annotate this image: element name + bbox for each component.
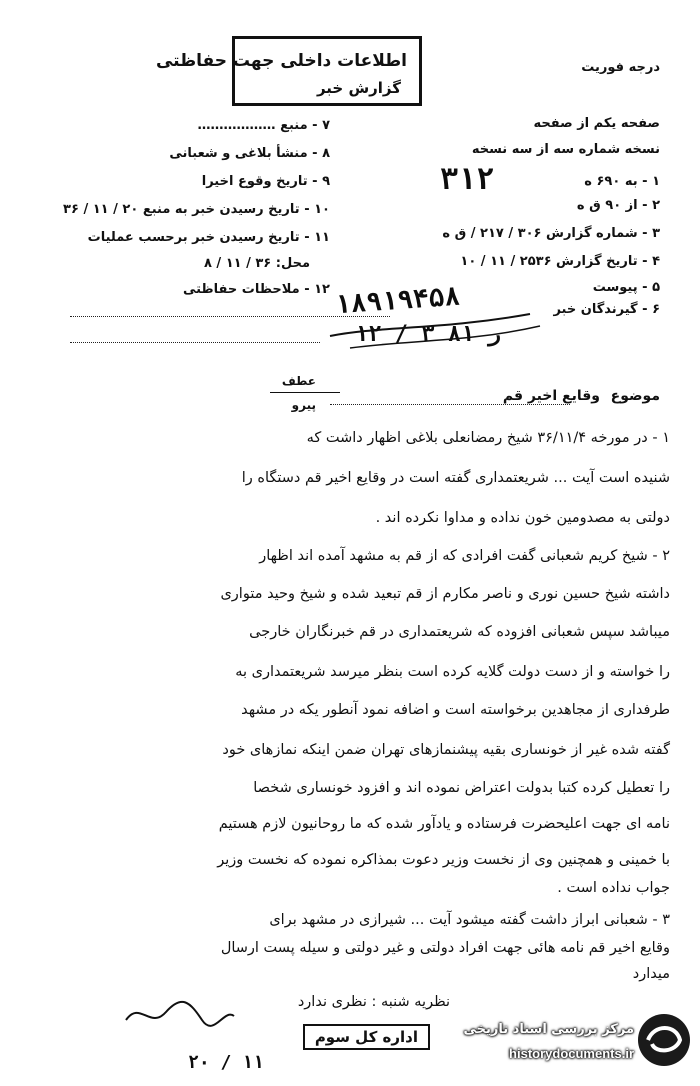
body-line: گفته شده غیر از خونساری بقیه پیشنمازهای تهران ضمن اینکه نمازهای خود <box>222 742 670 758</box>
logo-text-en: historydocuments.ir <box>509 1046 634 1061</box>
handwritten-scribble <box>320 296 550 356</box>
footer-stamp: اداره کل سوم <box>303 1024 430 1050</box>
field-to: ۱ - به ۶۹۰ ه <box>584 174 660 189</box>
body-line: با خمینی و همچنین وی از نخست وزیر دعوت بمذاکره نموده که نخست وزیر <box>217 852 670 868</box>
field-place: محل: ۳۶ / ۱۱ / ۸ <box>203 256 310 271</box>
body-line: نامه ای جهت اعلیحضرت فرستاده و یادآور شده که ما روحانیون لازم هستیم <box>218 816 670 832</box>
field-security-notes: ۱۲ - ملاحظات حفاظتی <box>182 282 330 297</box>
body-line: میدارد <box>632 966 670 982</box>
subject-underline <box>330 404 570 405</box>
logo-text-fa: مرکز بررسی اسناد تاریخی <box>463 1022 634 1037</box>
field-source: ۷ - منبع ……………… <box>197 118 330 133</box>
body-line: طرفداری از مجاهدین برخواسته است و اضافه نمود آنطور یکه در مشهد <box>241 702 670 718</box>
field-report-date: ۴ - تاریخ گزارش ۲۵۳۶ / ۱۱ / ۱۰ <box>460 254 660 269</box>
body-line: ۳ - شعبانی ابراز داشت گفته میشود آیت ... شیرازی در مشهد برای <box>269 912 670 928</box>
field-recipients: ۶ - گیرندگان خبر <box>553 302 660 317</box>
stamp-line-1: اطلاعات داخلی جهت حفاظتی <box>155 51 407 71</box>
handwritten-bottom: ۲۰ / ۱۱ <box>188 1052 264 1073</box>
margin-note-divider <box>270 392 340 393</box>
body-line: دولتی به مصدومین خون نداده و مداوا نکرده اند . <box>375 510 670 526</box>
body-line: وقایع اخیر قم نامه هائی جهت افراد دولتی و غیر دولتی و سیله پست ارسال <box>220 940 670 956</box>
body-line: میباشد سپس شعبانی افزوده که شریعتمداری در قم خبرنگاران خارجی <box>249 624 670 640</box>
body-line: را تعطیل کرده کتبا بدولت اعتراض نموده اند و افزود خونساری شخصا <box>253 780 670 796</box>
field-copy-number: نسخه شماره سه از سه نسخه <box>471 142 660 157</box>
field-received-date: ۱۰ - تاریخ رسیدن خبر به منبع ۲۰ / ۱۱ / ۳۶ <box>63 202 330 217</box>
field-ops-date: ۱۱ - تاریخ رسیدن خبر برحسب عملیات <box>87 230 330 245</box>
body-line: ۱ - در مورخه ۳۶/۱۱/۴ شیخ رمضانعلی بلاغی اظهار داشت که <box>306 430 670 446</box>
archive-seal-icon <box>636 1010 692 1070</box>
field-origin: ۸ - منشأ بلاغی و شعبانی <box>169 146 330 161</box>
handwritten-stamp-number: ۱۸۹۱۹۴۵۸ <box>334 281 462 321</box>
body-line: شنیده است آیت ... شریعتمداری گفته است در وقایع اخیر قم دستگاه را <box>241 470 670 486</box>
field-from: ۲ - از ۹۰ ق ه <box>576 198 660 213</box>
body-line: ۲ - شیخ کریم شعبانی گفت افرادی که از قم به مشهد آمده اند اظهار <box>259 548 670 564</box>
margin-note-atf: عطف <box>281 374 316 388</box>
stamp-line-2: گزارش خبر <box>316 79 401 97</box>
handwritten-code: ۳۱۲ <box>440 162 495 197</box>
field-report-number: ۳ - شماره گزارش ۳۰۶ / ۲۱۷ / ق ه <box>442 226 660 241</box>
archive-logo <box>463 1004 692 1074</box>
body-line: را خواسته و از دست دولت گلایه کرده است بنظر میرسد شریعتمداری به <box>235 664 670 680</box>
field-page: صفحه یکم از صفحه <box>533 116 660 131</box>
classification-stamp <box>155 36 422 106</box>
body-line: جواب نداده است . <box>557 880 670 896</box>
body-line: داشته شیخ حسین نوری و ناصر مکارم از قم تبعید شده و شیخ وحید متواری <box>220 586 670 602</box>
handwritten-note: ۱۲ / ۳ ر ۸۱ <box>355 322 501 347</box>
subject-value: وقایع اخیر قم <box>502 388 600 404</box>
body-line: نظریه شنبه : نظری ندارد <box>297 994 450 1010</box>
urgency-label: درجه فوریت <box>581 60 660 75</box>
subject-label: موضوع <box>610 388 660 404</box>
dotted-line <box>70 342 320 343</box>
field-event-date: ۹ - تاریخ وقوع اخیرا <box>201 174 330 189</box>
margin-note-peyro: پیرو <box>291 398 316 412</box>
field-attachment: ۵ - پیوست <box>592 280 660 295</box>
